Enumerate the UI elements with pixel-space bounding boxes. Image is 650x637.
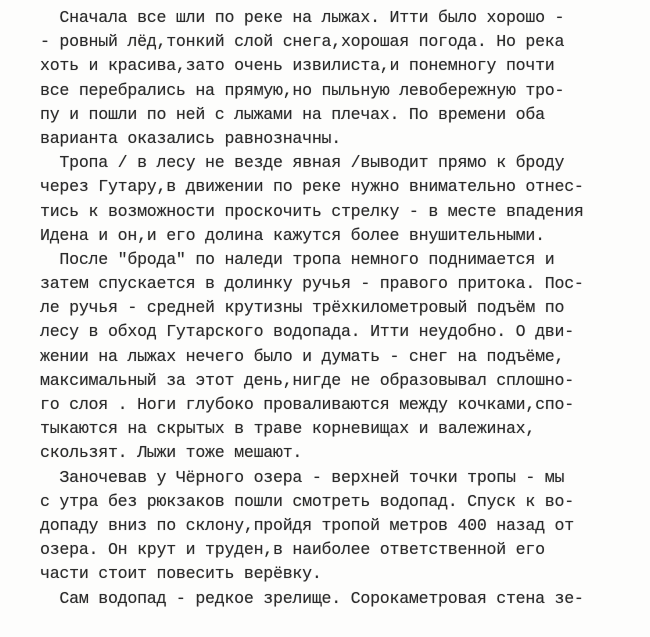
text-line: допаду вниз по склону,пройдя тропой метров 400 назад от <box>40 515 574 535</box>
text-line: жении на лыжах нечего было и думать - снег на подъёме, <box>40 346 565 366</box>
text-line: через Гутару,в движении по реке нужно внимательно отнес- <box>40 177 584 197</box>
text-line: Сначала все шли по реке на лыжах. Итти было хорошо - <box>40 8 565 27</box>
text-line: Сам водопад - редкое зрелище. Сорокаметровая стена зе- <box>40 588 584 608</box>
text-line: тыкаются на скрытых в траве корневищах и валежинах, <box>40 419 536 439</box>
typewritten-text <box>40 6 640 611</box>
text-line: части стоит повесить верёвку. <box>40 564 322 584</box>
text-line: лесу в обход Гутарского водопада. Итти неудобно. О дви- <box>40 322 574 342</box>
text-line: максимальный за этот день,нигде не образовывал сплошно- <box>40 370 574 390</box>
text-line: затем спускается в долинку ручья - правого притока. Пос- <box>40 274 584 294</box>
text-line: хоть и красива,зато очень извилиста,и понемногу почти <box>40 56 555 76</box>
text-line: Заночевав у Чёрного озера - верхней точки тропы - мы <box>40 467 565 487</box>
text-line: варианта оказались равнозначны. <box>40 128 341 148</box>
text-line: тись к возможности проскочить стрелку - в месте впадения <box>40 201 584 221</box>
text-line: го слоя . Ноги глубоко проваливаются между кочками,спо- <box>40 395 574 414</box>
text-line: скользят. Лыжи тоже мешают. <box>40 443 303 463</box>
text-line: Идена и он,и его долина кажутся более внушительными. <box>40 225 545 245</box>
text-line: озера. Он крут и труден,в наиболее ответственной его <box>40 540 545 560</box>
text-line: - ровный лёд,тонкий слой снега,хорошая погода. Но река <box>40 32 565 52</box>
text-line: Тропа / в лесу не везде явная /выводит прямо к броду <box>40 153 565 173</box>
text-line: пу и пошли по ней с лыжами на плечах. По времени оба <box>40 104 545 124</box>
text-line: все перебрались на прямую,но пыльную левобережную тро- <box>40 80 565 100</box>
text-line: с утра без рюкзаков пошли смотреть водопад. Спуск к во- <box>40 491 574 511</box>
text-line: После "брода" по наледи тропа немного поднимается и <box>40 249 555 269</box>
text-line: ле ручья - средней крутизны трёхкилометровый подъём по <box>40 298 565 318</box>
